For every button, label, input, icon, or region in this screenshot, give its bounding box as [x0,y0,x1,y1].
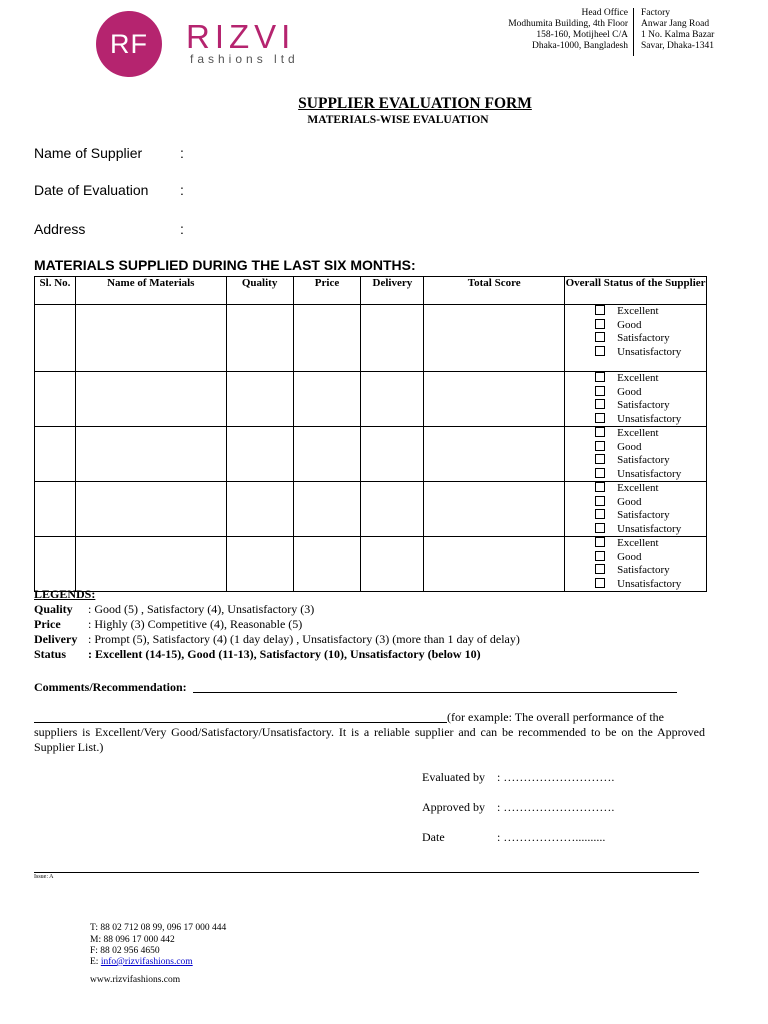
field-colon: : [180,221,184,237]
issue-number: Issue: A [34,874,54,880]
checkbox[interactable] [595,537,605,547]
checkbox[interactable] [595,564,605,574]
status-option-label: Excellent [617,482,659,494]
materials-table [34,276,707,592]
status-option [595,305,706,319]
status-option-label: Good [617,440,642,453]
status-option [595,386,706,400]
column-header: Total Score [424,277,565,305]
company-logo [96,11,162,77]
status-option-label: Unsatisfactory [617,412,682,425]
status-option [595,399,706,413]
table-row [35,427,707,482]
example-text-first: (for example: The overall performance of the [447,710,665,724]
status-option [595,319,706,333]
status-option [595,537,706,551]
footer-divider [34,872,699,873]
table-cell[interactable] [226,537,293,592]
checkbox[interactable] [595,305,605,315]
head-office-address [508,8,628,52]
legend-quality-text: : Good (5) , Satisfactory (4), Unsatisfactory (3) [88,602,315,616]
status-option-label: Satisfactory [617,564,670,576]
table-cell[interactable] [75,427,226,482]
checkbox[interactable] [595,523,605,533]
checkbox[interactable] [595,372,605,382]
table-cell[interactable] [226,482,293,537]
status-cell [565,305,707,372]
field-colon: : [180,182,184,198]
status-option [595,496,706,510]
head-office-line: Dhaka-1000, Bangladesh [531,41,628,51]
section-heading: MATERIALS SUPPLIED DURING THE LAST SIX MONTHS: [34,257,416,273]
checkbox[interactable] [595,413,605,423]
table-cell[interactable] [424,427,565,482]
field-colon: : [180,145,184,161]
status-option-label: Excellent [617,427,659,439]
status-option-label: Good [617,550,642,563]
factory-line: Anwar Jang Road [641,19,710,29]
form-subtitle: MATERIALS-WISE EVALUATION [307,114,489,126]
head-office-line: Modhumita Building, 4th Floor [508,19,628,29]
table-cell[interactable] [361,372,424,427]
status-option [595,509,706,523]
table-cell[interactable] [293,537,361,592]
status-option [595,564,706,578]
checkbox[interactable] [595,496,605,506]
contact-mobile: M: 88 096 17 000 442 [90,935,175,945]
head-office-line: Head Office [581,8,628,18]
status-option [595,468,706,482]
status-option-label: Unsatisfactory [617,577,682,590]
status-option-label: Excellent [617,305,659,317]
factory-line: Savar, Dhaka-1341 [641,41,714,51]
table-cell[interactable] [424,537,565,592]
checkbox[interactable] [595,441,605,451]
table-cell[interactable] [424,482,565,537]
comments-input-line[interactable] [193,692,677,693]
checkbox[interactable] [595,319,605,329]
checkbox[interactable] [595,509,605,519]
table-cell[interactable] [35,305,76,372]
checkbox[interactable] [595,332,605,342]
table-cell[interactable] [75,305,226,372]
table-cell[interactable] [293,482,361,537]
brand-name: RIZVI [186,18,296,55]
status-option-label: Satisfactory [617,509,670,521]
evaluated-by-label: Evaluated by [422,770,485,784]
approved-by-field[interactable]: : ………………………. [497,800,615,814]
status-cell [565,427,707,482]
status-option-label: Satisfactory [617,399,670,411]
legend-delivery-label: Delivery [34,632,78,646]
example-text-rest: suppliers is Excellent/Very Good/Satisfactory/Unsatisfactory. It is a reliable supplier and can be recommended to be on the Approved Supplier List.) [34,725,705,754]
status-option-label: Unsatisfactory [617,467,682,480]
evaluated-by-field[interactable]: : ………………………. [497,770,615,784]
email-prefix: E: [90,957,101,967]
table-header-row [35,277,707,305]
status-option-label: Good [617,495,642,508]
date-label: Date [422,830,445,844]
column-header: Name of Materials [75,277,226,305]
status-option [595,332,706,346]
status-option [595,523,706,537]
table-cell[interactable] [75,372,226,427]
status-cell [565,537,707,592]
legend-price-text: : Highly (3) Competitive (4), Reasonable (5) [88,617,303,631]
legend-status-text: : Excellent (14-15), Good (11-13), Satisfactory (10), Unsatisfactory (below 10) [88,647,481,661]
checkbox[interactable] [595,482,605,492]
table-cell[interactable] [361,305,424,372]
legends-heading: LEGENDS: [34,587,96,601]
example-text [34,710,705,755]
address-divider [633,8,634,56]
table-cell[interactable] [361,482,424,537]
status-option [595,551,706,565]
status-option [595,427,706,441]
status-option-label: Satisfactory [617,454,670,466]
contact-fax: F: 88 02 956 4650 [90,946,160,956]
column-header: Sl. No. [35,277,76,305]
table-cell[interactable] [75,482,226,537]
table-cell[interactable] [226,305,293,372]
table-cell[interactable] [35,372,76,427]
column-header: Quality [226,277,293,305]
status-option [595,454,706,468]
logo-monogram: RF [110,28,148,59]
evaluation-date-label: Date of Evaluation [34,182,149,198]
column-header: Delivery [361,277,424,305]
status-option [595,413,706,427]
table-cell[interactable] [424,372,565,427]
checkbox[interactable] [595,551,605,561]
website: www.rizvifashions.com [90,975,181,985]
address-label: Address [34,221,86,237]
table-cell[interactable] [361,537,424,592]
table-cell[interactable] [226,372,293,427]
status-cell [565,372,707,427]
legend-status-label: Status [34,647,67,661]
table-cell[interactable] [293,305,361,372]
legend-quality-label: Quality [34,602,73,616]
status-option [595,346,706,360]
table-cell[interactable] [35,537,76,592]
legend-price-label: Price [34,617,61,631]
table-cell[interactable] [361,427,424,482]
head-office-line: 158-160, Motijheel C/A [536,30,628,40]
legend-delivery-text: : Prompt (5), Satisfactory (4) (1 day delay) , Unsatisfactory (3) (more than 1 day of delay) [88,632,520,646]
table-cell[interactable] [35,427,76,482]
status-option [595,372,706,386]
table-row [35,482,707,537]
table-row [35,372,707,427]
factory-line: 1 No. Kalma Bazar [641,30,715,40]
table-cell[interactable] [293,372,361,427]
status-option-label: Good [617,318,642,331]
contact-email-line [90,957,193,968]
checkbox[interactable] [595,468,605,478]
table-row [35,305,707,372]
form-title: SUPPLIER EVALUATION FORM [298,95,532,112]
status-option-label: Good [617,385,642,398]
status-option-label: Unsatisfactory [617,522,682,535]
factory-line: Factory [641,8,671,18]
date-field[interactable]: : ……………….......... [497,830,606,844]
status-option-label: Excellent [617,372,659,384]
status-option [595,578,706,592]
checkbox[interactable] [595,399,605,409]
table-cell[interactable] [293,427,361,482]
status-option-label: Satisfactory [617,332,670,344]
status-option [595,441,706,455]
comments-label: Comments/Recommendation: [34,680,187,694]
column-header: Price [293,277,361,305]
email-link[interactable]: info@rizvifashions.com [100,957,193,967]
checkbox[interactable] [595,386,605,396]
checkbox[interactable] [595,454,605,464]
checkbox[interactable] [595,427,605,437]
status-option [595,482,706,496]
status-cell [565,482,707,537]
approved-by-label: Approved by [422,800,485,814]
factory-address [641,8,714,52]
column-header: Overall Status of the Supplier [565,277,707,305]
brand-subtitle: fashions ltd [190,52,299,66]
contact-phone: T: 88 02 712 08 99, 096 17 000 444 [90,923,227,933]
table-cell[interactable] [226,427,293,482]
status-option-label: Excellent [617,537,659,549]
table-cell[interactable] [75,537,226,592]
checkbox[interactable] [595,346,605,356]
table-cell[interactable] [35,482,76,537]
status-option-label: Unsatisfactory [617,345,682,358]
table-cell[interactable] [424,305,565,372]
checkbox[interactable] [595,578,605,588]
supplier-name-label: Name of Supplier [34,145,143,161]
table-row [35,537,707,592]
